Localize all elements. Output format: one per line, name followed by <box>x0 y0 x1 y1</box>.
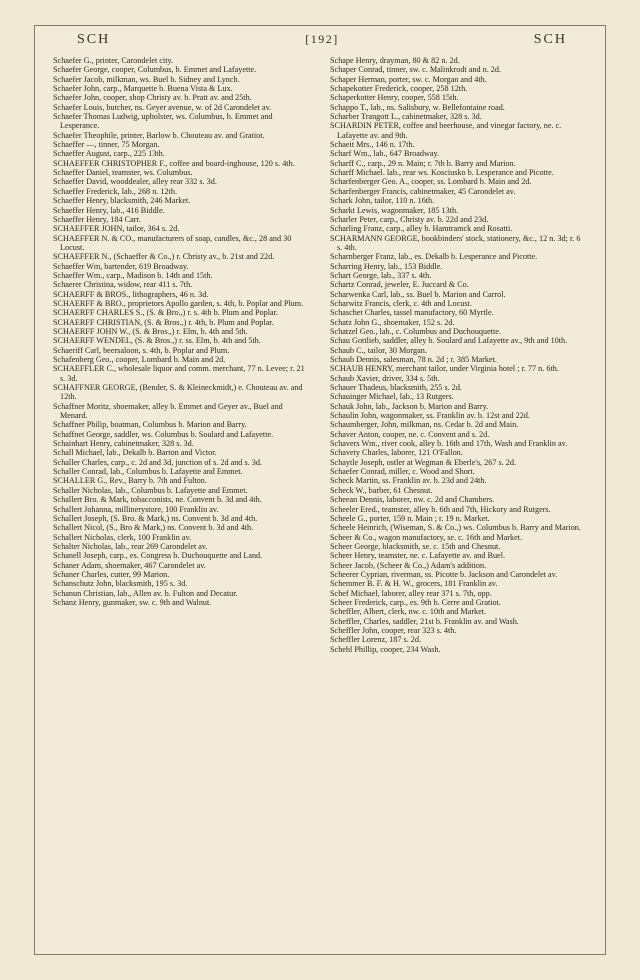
directory-entry: Schaffner Philip, boatman, Columbus b. Marion and Barry. <box>53 420 247 430</box>
directory-entry: Schallert Bro. & Mark, tobacconists, ne. Convent b. 3d and 4th. <box>53 495 262 505</box>
directory-entry: Schapekotter Frederick, cooper, 258 12th. <box>330 84 468 94</box>
column-left <box>43 56 320 942</box>
directory-entry: SCHAERFF JOHN W., (S. & Bros.,) r. Elm, b. 4th and 5th. <box>53 326 248 336</box>
directory-entry: Schallert Joseph, (S. Bro. & Mark,) ns. Convent b. 3d and 4th. <box>53 513 258 523</box>
directory-entry: SCHAERFF CHRISTIAN, (S. & Bros.,) r. 4th, b. Plum and Poplar. <box>53 317 274 327</box>
header-left-word: SCH <box>77 32 111 47</box>
directory-entry: Schaeffer —, tinner, 75 Morgan. <box>53 140 160 150</box>
directory-entry: Schaeffer Henry, blacksmith, 246 Market. <box>53 196 191 206</box>
directory-entry: Scharring Henry, lab., 153 Biddle. <box>330 261 443 271</box>
directory-entry: Schaper Herman, porter, sw. c. Morgan and 4th. <box>330 74 487 84</box>
directory-entry: Schaeffer Wm., carp., Madison b. 14th and 15th. <box>53 270 213 280</box>
directory-entry: Schaefer George, cooper, Columbus, b. Emmet and Lafayette. <box>53 65 257 75</box>
directory-entry: Schau Gottlieb, saddler, alley b. Soulard and Lafayette av., 9th and 10th. <box>330 336 568 346</box>
directory-entry: Schaver Anton, cooper, ne. c. Convent and s. 2d. <box>330 429 490 439</box>
directory-entry: Schemmer B. F. & H. W., grocers, 181 Franklin av. <box>330 579 498 589</box>
directory-entry: Schaumberger, John, milkman, ns. Cedar b. 2d and Main. <box>330 420 519 430</box>
directory-entry: Scharfenberger Geo. A., cooper, ss. Lombard b. Main and 2d. <box>330 177 532 187</box>
directory-entry: Schaefer Theophile, printer, Barlow b. Chouteau av. and Gratiot. <box>53 130 265 140</box>
header-right-word: SCH <box>533 32 567 47</box>
directory-entry: Schanun Christian, lab., Allen av. b. Fulton and Decatur. <box>53 588 238 598</box>
directory-entry: Schehl Phillip, cooper, 234 Wash. <box>330 644 441 654</box>
directory-entry: Schaefer Thomas Ludwig, upholster, ws. Columbus, b. Emmet and Lesperance. <box>53 112 273 131</box>
directory-entry: Schaeffer Frederick, lab., 268 n. 12th. <box>53 186 177 196</box>
directory-entry: Scheer George, blacksmith, se. c. 15th and Chesnut. <box>330 541 501 551</box>
directory-entry: Scheerer Cyprian, riverman, ss. Picotte b. Jackson and Carondelet av. <box>330 569 558 579</box>
directory-entry: Scheer Jacob, (Scheer & Co.,) Adam's addition. <box>330 560 487 570</box>
directory-entry: SCHAEFFER N. & CO., manufacturers of soap, candles, &c., 28 and 30 Locust. <box>53 233 292 252</box>
directory-entry: SCHAFFNER GEORGE, (Bender, S. & Kleineckmidt,) e. Chouteau av. and 12th. <box>53 383 303 402</box>
page-header <box>43 32 597 50</box>
directory-entry: Schaefer John, cooper, shop Christy av. b. Pratt av. and 25th. <box>53 93 252 103</box>
directory-entry: Scharkt Lewis, wagonmaker, 185 13th. <box>330 205 459 215</box>
directory-entry: SCHAEFFER JOHN, tailor, 364 s. 2d. <box>53 224 180 234</box>
directory-entry: Scharfenberger Francis, cabinetmaker, 45 Carondelet av. <box>330 186 516 196</box>
directory-entry: Schalter Nicholas, lab., rear 269 Carondelet av. <box>53 541 208 551</box>
directory-entry: Schaefer Conrad, miller, c. Wood and Short. <box>330 467 475 477</box>
directory-entry: Schef Michael, laborer, alley rear 371 s. 7th, opp. <box>330 588 492 598</box>
directory-entry: Scharler Peter, carp., Christy av. b. 22d and 23d. <box>330 214 489 224</box>
directory-entry: Schaffner Moritz, shoemaker, alley b. Emmet and Geyer av., Buel and Menard. <box>53 401 283 421</box>
directory-entry: Schallert Nicol, (S., Bro & Mark,) ns. Convent b. 3d and 4th. <box>53 523 254 533</box>
directory-entry: Scharling Franz, carp., alley b. Hamtramck and Rosatti. <box>330 224 513 234</box>
directory-entry: Schavety Charles, laborer, 121 O'Fallon. <box>330 448 463 458</box>
directory-entry: SCHAEFFER N., (Schaeffer & Co.,) r. Christy av., b. 21st and 22d. <box>53 252 275 262</box>
directory-entry: Schauk John, lab., Jackson b. Marion and Barry. <box>330 401 489 411</box>
directory-entry: Scheele G., porter, 159 n. Main ; r. 19 n. Market. <box>330 513 490 523</box>
directory-entry: Scheer & Co., wagon manufactory, se. c. 16th and Market. <box>330 532 523 542</box>
directory-entry: Scheffler, Charles, saddler, 21st b. Franklin av. and Wash. <box>330 616 519 626</box>
directory-entry: Schaytle Joseph, ostler at Wegman & Eberle's, 267 s. 2d. <box>330 457 516 467</box>
directory-entry: Schaller Conrad, lab., Columbus b. Lafayette and Emmet. <box>53 467 243 477</box>
directory-entry: Schaperkotter Henry, cooper, 558 15th. <box>330 93 459 103</box>
directory-entry: Schavers Wm., river cook, alley b. 16th and 17th, Wash and Franklin av. <box>330 439 568 449</box>
directory-entry: Schallert Nicholas, clerk, 100 Franklin av. <box>53 532 192 542</box>
directory-entry: Schark John, tailor, 110 n. 16th. <box>330 196 435 206</box>
directory-entry: Schaeffer August, carp., 225 13th. <box>53 149 165 159</box>
directory-entry: Schaeffer Daniel, teamster, ws. Columbus. <box>53 168 193 178</box>
directory-entry: Schaefer John, carp., Marquette b. Buena Vista & Lux. <box>53 84 233 94</box>
directory-entry: Scharff C., carp., 29 n. Main; r. 7th b. Barry and Marion. <box>330 158 516 168</box>
directory-entry: Scharber Trangott L., cabinetmaker, 328 s. 3d. <box>330 112 482 122</box>
directory-entry: Schaub C., tailor, 30 Morgan. <box>330 345 427 355</box>
directory-entry: Schaller Charles, carp., c. 2d and 3d, junction of s. 2d and s. 3d. <box>53 457 262 467</box>
directory-entry: Scheffler John, cooper, rear 323 s. 4th. <box>330 625 457 635</box>
directory-entry: Scheffler, Albert, clerk, nw. c. 10th and Market. <box>330 607 487 617</box>
directory-entry: Schaeffer Wm, bartender, 619 Broadway. <box>53 261 189 271</box>
page-border-frame <box>34 25 606 955</box>
directory-entry: SCHAUB HENRY, merchant tailor, under Virginia hotel ; r. 77 n. 6th. <box>330 364 559 374</box>
column-right <box>320 56 597 942</box>
directory-entry: SCHAERFF & BROS., lithographers, 46 n. 3d. <box>53 289 209 299</box>
directory-entry: Schaffnet George, saddler, ws. Columbus b. Soulard and Lafayette. <box>53 429 274 439</box>
directory-entry: Scheele Heinrich, (Wiseman, S. & Co.,) ws. Columbus b. Barry and Marion. <box>330 523 581 533</box>
columns-container <box>43 56 597 942</box>
directory-entry: SCHAEFFLER C., wholesale liquor and comm. merchant, 77 n. Levee; r. 21 s. 3d. <box>53 364 305 383</box>
directory-entry: Scheer Frederick, carp., es. 9th b. Cerre and Gratiot. <box>330 597 501 607</box>
directory-entry: Schaner Charles, cutter, 99 Marion. <box>53 569 170 579</box>
directory-entry: Schauinger Michael, lab., 13 Rutgers. <box>330 392 454 402</box>
directory-entry: Schaub Xavier, driver, 334 s. 5th. <box>330 373 440 383</box>
directory-entry: Schainhart Henry, cabinetmaker, 328 s. 3d. <box>53 439 194 449</box>
directory-entry: Scheer Henry, teamster, ne. c. Lafayette av. and Buel. <box>330 551 506 561</box>
directory-entry: Schatz John G., shoemaker, 152 s. 2d. <box>330 317 455 327</box>
directory-entry: Schaefer G., printer, Carondelet city. <box>53 56 174 65</box>
directory-entry: Scharnberger Franz, lab., es. Dekalb b. Lesperance and Picotte. <box>330 252 538 262</box>
directory-entry: SCHAERFF WENDEL, (S. & Bros.,) r. ss. Elm, b. 4th and 5th. <box>53 336 261 346</box>
directory-entry: SCHARDIN PETER, coffee and beerhouse, and vinegar factory, ne. c. Lafayette av. and 9th. <box>330 121 562 140</box>
directory-entry: Schaefer Jacob, milkman, ws. Buel b. Sidney and Lynch. <box>53 74 240 84</box>
directory-entry: Schaulin John, wagonmaker, ss. Franklin av. b. 12st and 22d. <box>330 411 530 421</box>
directory-entry: Schaeffer Henry, lab., 416 Biddle. <box>53 205 165 215</box>
directory-entry: Schaner Adam, shoemaker, 467 Carondelet av. <box>53 560 206 570</box>
directory-entry: Schafenberg Geo., cooper, Lombard b. Main and 2d. <box>53 355 226 364</box>
directory-entry: Schaub Dennis, salesman, 78 n. 2d ; r. 385 Market. <box>330 355 497 364</box>
directory-entry: Scharwenka Carl, lab., ss. Buel b. Marion and Carrol. <box>330 289 506 299</box>
directory-entry: SCHALLER G., Rev., Barry b. 7th and Fulton. <box>53 476 207 486</box>
directory-entry: Scheffler Lorenz, 187 s. 2d. <box>330 635 422 645</box>
directory-entry: Scheeler Ered., teamster, alley b. 6th and 7th, Hickory and Rutgers. <box>330 504 551 514</box>
directory-entry: Schaeffer Henry, 184 Carr. <box>53 214 141 224</box>
directory-entry: Schaschet Charles, tassel manufactory, 60 Myrtle. <box>330 308 494 318</box>
header-page-number: [192] <box>305 32 339 46</box>
directory-entry: Schaper Conrad, tinner, sw. c. Malinkrodt and n. 2d. <box>330 65 502 75</box>
directory-entry: Scheck W., barber, 61 Chesnut. <box>330 485 433 495</box>
directory-entry: Schaeriff Carl, beersaloon, s. 4th, b. Poplar and Plum. <box>53 345 230 355</box>
directory-entry: SCHAERFF CHARLES S., (S. & Bro.,) r. s. 4th b. Plum and Poplar. <box>53 308 278 318</box>
directory-entry: SCHARMANN GEORGE, bookbinders' stock, stationery, &c., 12 n. 3d; r. 6 s. 4th. <box>330 233 581 252</box>
directory-entry: Schanschutz John, blacksmith, 195 s. 3d. <box>53 579 188 589</box>
directory-entry: Schape Henry, drayman, 80 & 82 n. 2d. <box>330 56 460 65</box>
directory-entry: Scharf Wm., lab., 647 Broadway. <box>330 149 440 159</box>
directory-entry: Scharwitz Francis, clerk, c. 4th and Locust. <box>330 298 472 308</box>
directory-entry: Schappo T., lab., ns. Salisbury, w. Bellefontaine road. <box>330 102 505 112</box>
directory-entry: Schatzel Geo., lab., c. Columbus and Duchouquette. <box>330 326 501 336</box>
directory-entry: Schart George, lab., 337 s. 4th. <box>330 270 432 280</box>
directory-entry: Schaeffer David, wooddealer, alley rear 332 s. 3d. <box>53 177 217 187</box>
directory-entry: Scharff Michael. lab., rear ws. Kosciusko b. Lesperance and Picotte. <box>330 168 554 178</box>
directory-entry: Scheean Dennis, laborer, nw. c. 2d and Chambers. <box>330 495 495 505</box>
directory-entry: Schaller Nicholas, lab., Columbus b. Lafayette and Emmet. <box>53 485 248 495</box>
directory-entry: SCHAEFFER CHRISTOPHER F., coffee and board-inghouse, 120 s. 4th. <box>53 158 295 168</box>
directory-entry: Schall Michael, lab., Dekalb b. Barton and Victor. <box>53 448 217 458</box>
directory-entry: SCHAERFF & BRO., proprietors Apollo garden, s. 4th, b. Poplar and Plum. <box>53 298 304 308</box>
directory-entry: Scheck Martin, ss. Franklin av. b. 23d and 24th. <box>330 476 487 486</box>
directory-entry: Schaerer Christina, widow, rear 411 s. 7th. <box>53 280 193 290</box>
directory-entry: Schanz Henry, gunmaker, sw. c. 9th and Walnut. <box>53 597 212 607</box>
directory-entry: Schallert Johanna, millinerystore, 100 Franklin av. <box>53 504 219 514</box>
directory-entry: Schaefer Louis, butcher, ns. Geyer avenue, w. of 2d Carondelet av. <box>53 102 272 112</box>
directory-entry: Schanell Joseph, carp., es. Congress b. Duchouquette and Land. <box>53 551 263 561</box>
directory-entry: Schaeit Mrs., 146 n. 17th. <box>330 140 415 150</box>
directory-entry: Schartz Conrad, jeweler, E. Juccard & Co. <box>330 280 469 290</box>
directory-entry: Schauer Thadeus, blacksmith, 255 s. 2d. <box>330 383 462 393</box>
